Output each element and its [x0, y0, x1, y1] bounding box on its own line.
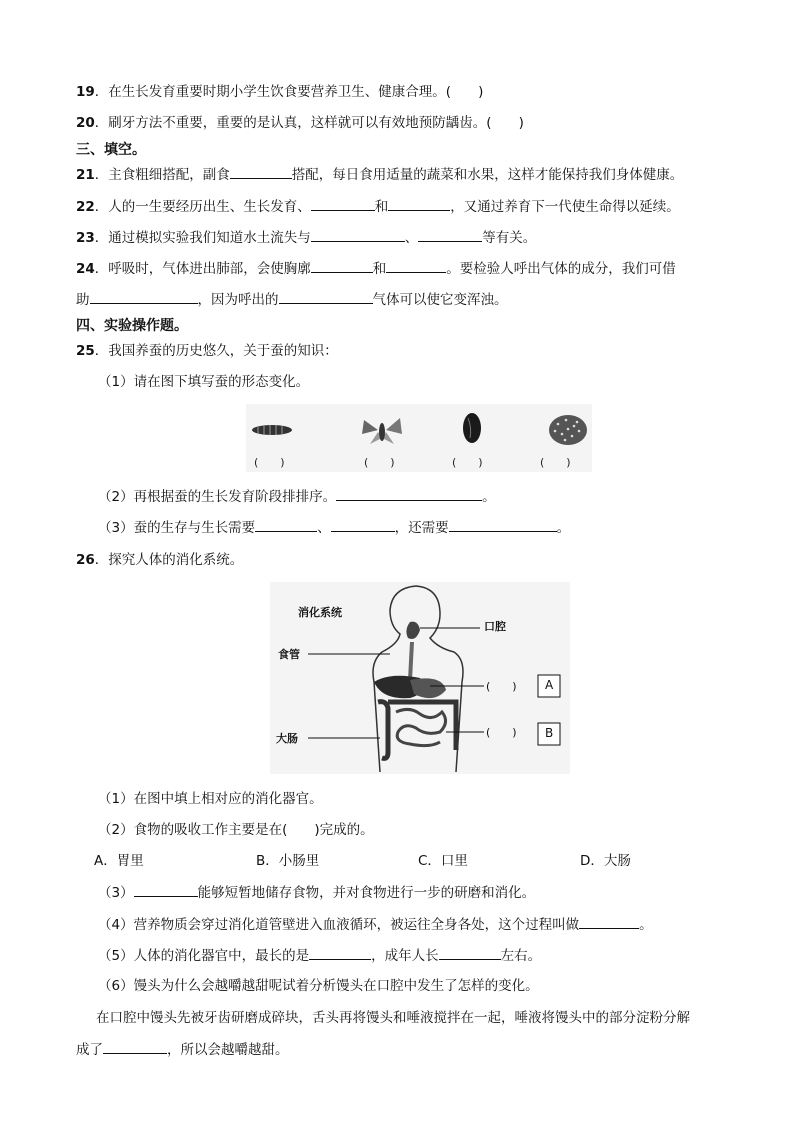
question-24-line2: 助 ，因为呼出的 气体可以使它变浑浊。	[76, 289, 508, 310]
answer-blank[interactable]	[279, 289, 373, 304]
question-26: 26．探究人体的消化系统。	[76, 552, 244, 568]
option-d[interactable]: D．大肠	[580, 853, 631, 869]
question-20: 20．刷牙方法不重要，重要的是认真，这样就可以有效地预防龋齿。( )	[76, 115, 524, 131]
eggs-icon	[549, 415, 587, 445]
answer-blank[interactable]	[311, 258, 373, 273]
answer-blank[interactable]	[388, 196, 450, 211]
answer-blank[interactable]	[255, 517, 317, 532]
answer-blank[interactable]	[336, 486, 482, 501]
question-21: 21．主食粗细搭配，副食 搭配，每日食用适量的蔬菜和水果，这样才能保持我们身体健康。	[76, 164, 683, 185]
option-a[interactable]: A．胃里	[94, 853, 144, 869]
eggs-answer[interactable]: ( )	[540, 456, 571, 469]
section-3-heading: 三、填空。	[76, 142, 146, 158]
organ-a-answer[interactable]: ( )	[486, 680, 517, 693]
answer-blank[interactable]	[230, 164, 292, 179]
box-b-label: B	[545, 726, 554, 740]
question-26-answer-line1: 在口腔中馒头先被牙齿研磨成碎块，舌头再将馒头和唾液搅拌在一起，唾液将馒头中的部分淀粉分解	[96, 1010, 690, 1026]
question-19: 19．在生长发育重要时期小学生饮食要营养卫生、健康合理。( )	[76, 84, 484, 100]
question-26-part2: （2）食物的吸收工作主要是在( )完成的。	[98, 822, 374, 838]
moth-icon	[362, 418, 402, 444]
question-24-line1: 24．呼吸时，气体进出肺部，会使胸廓 和 。要检验人呼出气体的成分，我们可借	[76, 258, 676, 279]
question-22: 22．人的一生要经历出生、生长发育、 和 ，又通过养育下一代使生命得以延续。	[76, 196, 680, 217]
question-26-answer-line2: 成了 ，所以会越嚼越甜。	[76, 1039, 289, 1060]
answer-blank[interactable]	[579, 914, 639, 929]
answer-blank[interactable]	[311, 227, 405, 242]
answer-blank[interactable]	[134, 882, 198, 897]
question-26-part6: （6）馒头为什么会越嚼越甜呢试着分析馒头在口腔中发生了怎样的变化。	[98, 978, 539, 994]
answer-blank[interactable]	[439, 945, 501, 960]
mouth-label: 口腔	[484, 620, 506, 633]
answer-blank[interactable]	[386, 258, 446, 273]
answer-blank[interactable]	[311, 196, 375, 211]
box-a-label: A	[545, 678, 554, 692]
larva-icon	[252, 425, 292, 435]
answer-blank[interactable]	[449, 517, 557, 532]
silkworm-stages-figure	[246, 404, 592, 472]
answer-blank[interactable]	[418, 227, 482, 242]
answer-blank[interactable]	[309, 945, 371, 960]
colon-label: 大肠	[276, 732, 298, 745]
figure-title: 消化系统	[298, 606, 342, 619]
pupa-icon	[463, 413, 481, 443]
section-4-heading: 四、实验操作题。	[76, 318, 188, 334]
option-c[interactable]: C．口里	[418, 853, 468, 869]
organ-b-answer[interactable]: ( )	[486, 726, 517, 739]
question-25-part2: （2）再根据蚕的生长发育阶段排排序。 。	[98, 486, 496, 507]
question-26-part3: （3） 能够短暂地储存食物，并对食物进行一步的研磨和消化。	[98, 882, 535, 903]
pupa-answer[interactable]: ( )	[452, 456, 483, 469]
question-25-part3: （3）蚕的生存与生长需要 、 ，还需要 。	[98, 517, 570, 538]
esophagus-label: 食管	[278, 648, 300, 661]
question-23: 23．通过模拟实验我们知道水土流失与 、 等有关。	[76, 227, 536, 248]
larva-answer[interactable]: ( )	[254, 456, 285, 469]
answer-blank[interactable]	[90, 289, 198, 304]
moth-answer[interactable]: ( )	[364, 456, 395, 469]
question-26-part1: （1）在图中填上相对应的消化器官。	[98, 791, 323, 807]
answer-blank[interactable]	[103, 1039, 167, 1054]
question-25: 25．我国养蚕的历史悠久，关于蚕的知识：	[76, 343, 338, 359]
question-26-part5: （5）人体的消化器官中，最长的是 ，成年人长 左右。	[98, 945, 541, 966]
question-26-part4: （4）营养物质会穿过消化道管壁进入血液循环，被运往全身各处，这个过程叫做 。	[98, 914, 653, 935]
question-25-part1: （1）请在图下填写蚕的形态变化。	[98, 374, 310, 390]
option-b[interactable]: B．小肠里	[256, 853, 320, 869]
answer-blank[interactable]	[331, 517, 395, 532]
digestive-system-figure	[270, 582, 570, 774]
